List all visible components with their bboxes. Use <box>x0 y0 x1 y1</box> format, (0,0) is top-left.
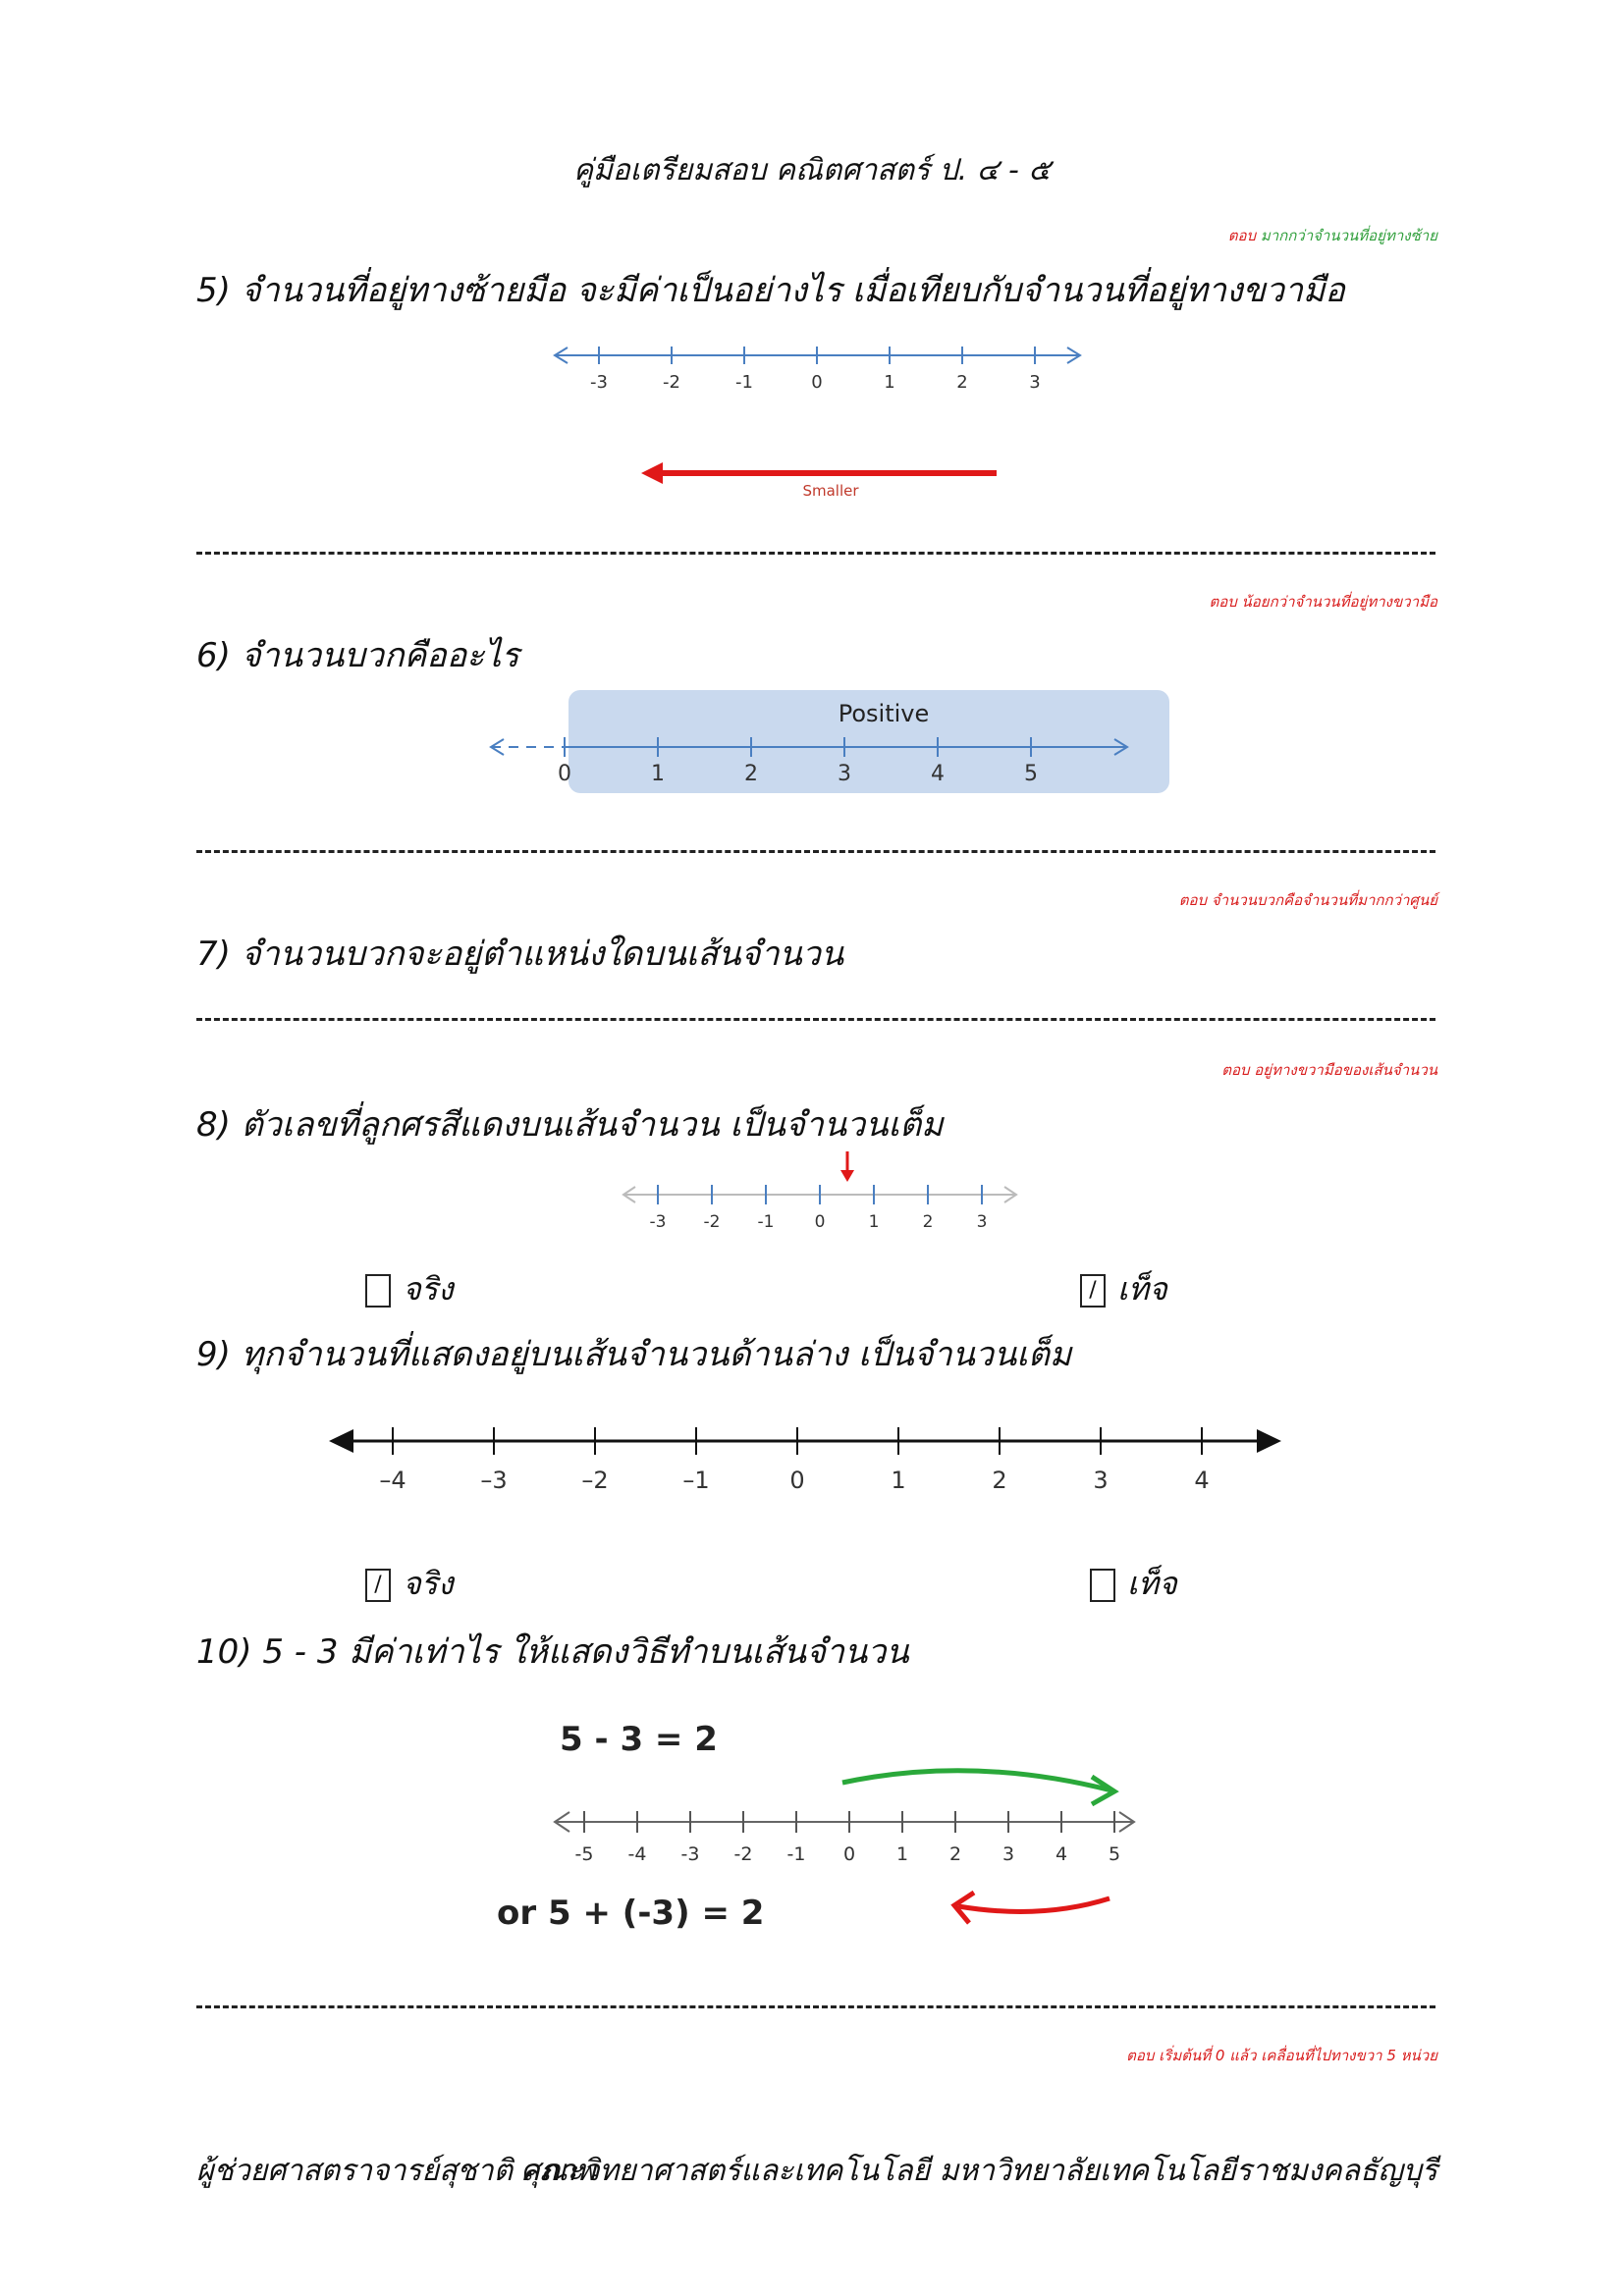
q9-ticks <box>379 1427 1209 1494</box>
q5-number-line <box>540 334 1090 510</box>
q10-answer-label: ตอบ <box>1126 2047 1155 2064</box>
q5-arrow-label: Smaller <box>802 482 859 500</box>
q7-answer-text: จำนวนบวกคือจำนวนที่มากกว่าศูนย์ <box>1211 891 1437 909</box>
tick-label: -3 <box>680 1843 700 1865</box>
q6-question: 6) จำนวนบวกคืออะไร <box>196 636 519 675</box>
q6-answer-text: น้อยกว่าจำนวนที่อยู่ทางขวามือ <box>1241 593 1437 611</box>
q10-answer <box>1126 2044 1437 2067</box>
q10-question: 10) 5 - 3 มีค่าเท่าไร ให้แสดงวิธีทำบนเส้นจำนวน <box>196 1632 909 1672</box>
tick-label: 2 <box>922 1212 934 1232</box>
q7-answer <box>1179 888 1437 912</box>
tick-label: 1 <box>651 762 665 786</box>
tick-label: 3 <box>1093 1467 1109 1494</box>
tick-label: 0 <box>789 1467 805 1494</box>
q8-question: 8) ตัวเลขที่ลูกศรสีแดงบนเส้นจำนวน เป็นจำนวนเต็ม <box>196 1105 944 1145</box>
q5-ticks <box>590 347 1041 393</box>
tick-label: -3 <box>649 1212 667 1232</box>
q9-left-arrowhead <box>329 1429 353 1453</box>
tick-label: -2 <box>733 1843 753 1865</box>
tick-label: 1 <box>884 372 895 393</box>
tick-label: 2 <box>948 1843 962 1865</box>
tick-label: 4 <box>931 762 945 786</box>
tick-label: -4 <box>627 1843 647 1865</box>
q10-equation-2: or 5 + (-3) = 2 <box>497 1894 765 1933</box>
q8-red-pointer-head <box>840 1170 854 1182</box>
q8-true-checkbox[interactable] <box>365 1274 391 1308</box>
q6-answer-label: ตอบ <box>1209 593 1237 611</box>
q9-true-label: จริง <box>403 1565 454 1602</box>
q5-red-arrowhead <box>641 462 663 484</box>
tick-label: 0 <box>558 762 571 786</box>
tick-label: -1 <box>786 1843 806 1865</box>
q6-region-label: Positive <box>838 700 930 727</box>
tick-label: –4 <box>379 1467 406 1494</box>
tick-label: 3 <box>838 762 851 786</box>
tick-label: 5 <box>1024 762 1038 786</box>
divider-3 <box>196 1018 1435 1021</box>
q10-ticks <box>575 1811 1121 1865</box>
tick-label: –2 <box>581 1467 609 1494</box>
tick-label: 4 <box>1194 1467 1210 1494</box>
q10-number-line <box>481 1708 1168 1963</box>
q8-ticks <box>650 1185 988 1232</box>
tick-label: –3 <box>480 1467 508 1494</box>
q5-question: 5) จำนวนที่อยู่ทางซ้ายมือ จะมีค่าเป็นอย่างไร เมื่อเทียบกับจำนวนที่อยู่ทางขวามือ <box>196 271 1345 310</box>
tick-label: 3 <box>1029 372 1041 393</box>
q8-answer-text: อยู่ทางขวามือของเส้นจำนวน <box>1254 1061 1437 1079</box>
tick-label: –1 <box>682 1467 710 1494</box>
q9-true-checkbox[interactable]: / <box>365 1569 391 1602</box>
q8-false-choice[interactable] <box>1080 1264 1167 1314</box>
q9-false-choice[interactable] <box>1090 1559 1177 1609</box>
tick-label: 1 <box>895 1843 909 1865</box>
q5-answer <box>1228 224 1437 247</box>
q8-false-label: เท็จ <box>1117 1270 1167 1308</box>
q10-green-arc <box>842 1771 1111 1790</box>
q9-number-line <box>324 1412 1286 1520</box>
q7-answer-label: ตอบ <box>1178 891 1208 909</box>
tick-label: 2 <box>744 762 758 786</box>
q6-answer <box>1209 590 1437 614</box>
q8-true-choice[interactable] <box>365 1264 454 1314</box>
tick-label: 2 <box>992 1467 1007 1494</box>
tick-label: 3 <box>1001 1843 1015 1865</box>
q9-right-arrowhead <box>1257 1429 1281 1453</box>
tick-label: 0 <box>842 1843 856 1865</box>
q5-answer-text: มากกว่าจำนวนที่อยู่ทางซ้าย <box>1260 227 1437 244</box>
divider-2 <box>196 850 1435 853</box>
tick-label: -1 <box>735 372 753 393</box>
q5-answer-label: ตอบ <box>1227 227 1257 244</box>
divider-4 <box>196 2005 1435 2008</box>
tick-label: -2 <box>703 1212 721 1232</box>
footer-author: ผู้ช่วยศาสตราจารย์สุชาติ สุภาพ <box>196 2154 596 2188</box>
footer-institution: คณะวิทยาศาสตร์และเทคโนโลยี มหาวิทยาลัยเทคโนโลยีราชมงคลธัญบุรี <box>519 2154 1437 2188</box>
page-header-title: คู่มือเตรียมสอบ คณิตศาสตร์ ป. ๔ - ๕ <box>572 153 1052 187</box>
q8-answer-label: ตอบ <box>1221 1061 1250 1079</box>
tick-label: 1 <box>891 1467 906 1494</box>
tick-label: 4 <box>1055 1843 1068 1865</box>
tick-label: 0 <box>811 372 823 393</box>
q6-number-line <box>471 682 1178 800</box>
tick-label: 0 <box>814 1212 826 1232</box>
q9-true-choice[interactable] <box>365 1559 454 1609</box>
tick-label: -5 <box>574 1843 594 1865</box>
tick-label: 5 <box>1108 1843 1121 1865</box>
q8-false-checkbox[interactable]: / <box>1080 1274 1106 1308</box>
tick-label: 3 <box>976 1212 988 1232</box>
q9-question: 9) ทุกจำนวนที่แสดงอยู่บนเส้นจำนวนด้านล่าง เป็นจำนวนเต็ม <box>196 1335 1072 1374</box>
tick-label: 2 <box>956 372 968 393</box>
tick-label: 1 <box>868 1212 880 1232</box>
q8-number-line <box>614 1144 1026 1242</box>
q9-false-label: เท็จ <box>1127 1565 1177 1602</box>
q10-red-arc <box>958 1898 1110 1911</box>
tick-label: -1 <box>757 1212 775 1232</box>
q10-equation-1: 5 - 3 = 2 <box>560 1720 718 1759</box>
q9-false-checkbox[interactable] <box>1090 1569 1115 1602</box>
q10-answer-text: เริ่มต้นที่ 0 แล้ว เคลื่อนที่ไปทางขวา 5 หน่วย <box>1159 2047 1437 2064</box>
q7-question: 7) จำนวนบวกจะอยู่ตำแหน่งใดบนเส้นจำนวน <box>196 934 844 974</box>
q8-true-label: จริง <box>403 1270 454 1308</box>
divider-1 <box>196 552 1435 555</box>
tick-label: -2 <box>663 372 680 393</box>
tick-label: -3 <box>590 372 608 393</box>
q8-answer <box>1221 1058 1437 1082</box>
